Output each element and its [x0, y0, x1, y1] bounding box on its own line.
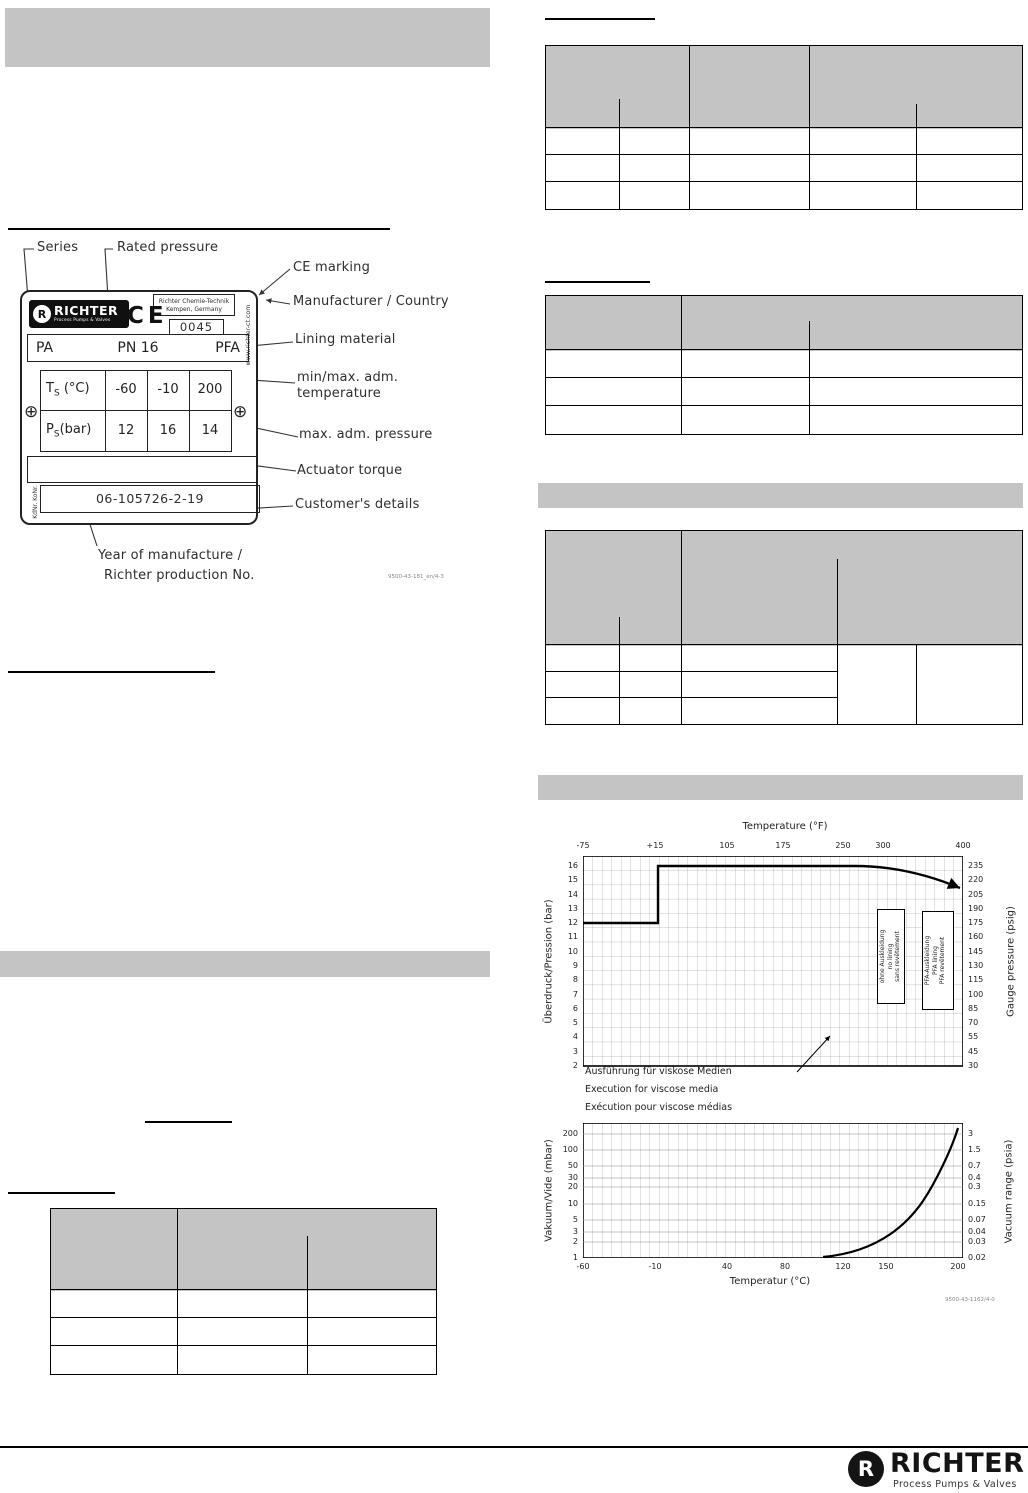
- section-bar-right-1: [538, 483, 1023, 508]
- no-lining-line2: no lining: [886, 943, 894, 970]
- section-bar-right-2: [538, 775, 1023, 800]
- section-underline-left-2: [8, 671, 215, 673]
- tick-label: 10: [567, 947, 578, 956]
- leader-manufacturer: [266, 300, 290, 304]
- tick-label: 80: [779, 1262, 791, 1271]
- tick-label: 7: [572, 990, 578, 999]
- section-underline-left-3: [145, 1121, 232, 1123]
- grid-line: [546, 181, 1022, 182]
- tick-label: 3: [572, 1047, 578, 1056]
- tick-label: 0.15: [968, 1199, 986, 1208]
- title-block: [5, 8, 490, 67]
- pressure-symbol: P: [46, 422, 54, 437]
- pressure-2: 16: [159, 423, 177, 438]
- ce-mark-icon: CE: [127, 303, 168, 329]
- tick-label: 0.7: [968, 1161, 981, 1170]
- footer-brand-subtitle: Process Pumps & Valves: [893, 1479, 1017, 1490]
- spec-table-4-header: [51, 1209, 436, 1291]
- tick-label: 105: [719, 841, 735, 850]
- kdnr-vertical-text: KdNr. KoNr.: [32, 485, 39, 519]
- tick-label: 30: [968, 1061, 979, 1070]
- temp-mid: -10: [157, 382, 179, 397]
- tick-label: 115: [968, 975, 984, 984]
- tick-label: 205: [968, 890, 984, 899]
- tick-label: 15: [567, 875, 578, 884]
- spec-table-4: [50, 1208, 437, 1375]
- grid-line: [546, 154, 1022, 155]
- nameplate: [20, 290, 258, 525]
- tick-label: 100: [562, 1145, 578, 1154]
- website-vertical-text: www.richter-ct.com: [245, 304, 252, 366]
- richter-logo: [29, 300, 129, 328]
- tick-label: 14: [567, 890, 578, 899]
- temp-unit: (°C): [63, 381, 90, 396]
- pressure-1: 12: [117, 423, 135, 438]
- chart1-frame: [583, 856, 963, 1066]
- tick-label: 55: [968, 1032, 979, 1041]
- grid-line: [916, 644, 917, 724]
- tick-label: 220: [968, 875, 984, 884]
- grid-line: [546, 644, 1022, 645]
- tick-label: 150: [878, 1262, 894, 1271]
- label-manufacturer: Manufacturer / Country: [293, 294, 449, 309]
- grid-line: [41, 410, 231, 411]
- tick-label: 100: [968, 990, 984, 999]
- tick-label: 0.02: [968, 1253, 986, 1262]
- tick-label: 400: [955, 841, 971, 850]
- label-max-pressure: max. adm. pressure: [299, 427, 433, 442]
- grid-line: [809, 321, 810, 434]
- pfa-lining-line2: PFA lining: [931, 946, 939, 975]
- spec-table-2: [545, 295, 1023, 435]
- manufacturer-line1: Richter Chemie-Technik: [158, 298, 230, 305]
- chart1-left-axis-title: Überdruck/Pression (bar): [543, 899, 555, 1024]
- chart2-right-axis-title: Vacuum range (psia): [1003, 1139, 1015, 1244]
- tick-label: 200: [950, 1262, 966, 1271]
- tick-label: 130: [968, 961, 984, 970]
- tick-label: 145: [968, 947, 984, 956]
- order-number-box: 06-105726-2-19: [40, 485, 260, 513]
- richter-logo-icon: R: [33, 305, 51, 323]
- tick-label: 175: [968, 918, 984, 927]
- temp-subscript: S: [53, 388, 60, 399]
- pfa-lining-label: [924, 913, 954, 1008]
- pfa-lining-label-box: [922, 911, 954, 1010]
- chart2-left-axis-title: Vakuum/Vide (mbar): [543, 1139, 555, 1242]
- label-year-1: Year of manufacture /: [98, 548, 243, 563]
- grid-line: [681, 531, 682, 724]
- tick-label: 235: [968, 861, 984, 870]
- chart1-caption-en: Execution for viscose media: [585, 1084, 719, 1095]
- tick-label: 13: [567, 904, 578, 913]
- label-min-max-temp-2: temperature: [297, 386, 381, 401]
- temp-pressure-table: [40, 370, 232, 452]
- temp-symbol: T: [46, 381, 54, 396]
- tick-label: 12: [567, 918, 578, 927]
- tick-label: 160: [968, 932, 984, 941]
- tick-label: 6: [572, 1004, 578, 1013]
- tick-label: 20: [567, 1182, 578, 1191]
- spec-table-2-header: [546, 296, 1022, 351]
- notified-body-number: 0045: [169, 319, 224, 335]
- footer-rule: [0, 1446, 1028, 1448]
- tick-label: 250: [835, 841, 851, 850]
- no-lining-line3: sans revêtement: [894, 931, 901, 982]
- figure-code: 9500-43-181_en/4-3: [388, 574, 444, 580]
- tick-label: 200: [562, 1129, 578, 1138]
- tick-label: -60: [576, 1262, 590, 1271]
- pressure-subscript: S: [53, 429, 60, 440]
- grid-line: [177, 1209, 178, 1374]
- manufacturer-line2: Kempen, Germany: [166, 305, 222, 313]
- tick-label: 120: [835, 1262, 851, 1271]
- spec-table-1-header: [546, 46, 1022, 129]
- spec-table-3-header: [546, 531, 1022, 646]
- grid-line: [546, 377, 1022, 378]
- tick-label: 0.04: [968, 1227, 986, 1236]
- lining-value: PFA: [215, 340, 240, 356]
- grid-line: [546, 697, 837, 698]
- grid-line: [837, 559, 838, 724]
- tick-label: 50: [567, 1161, 578, 1170]
- grid-line: [546, 405, 1022, 406]
- brand-name: RICHTER: [54, 303, 119, 319]
- vacuum-chart-plot: [583, 1123, 963, 1258]
- temp-min: -60: [115, 382, 137, 397]
- tick-label: 16: [567, 861, 578, 870]
- chart2-frame: [583, 1123, 963, 1258]
- series-row-box: [27, 334, 249, 362]
- label-series: Series: [37, 240, 79, 255]
- grid-line: [546, 671, 837, 672]
- tick-label: 1: [572, 1253, 578, 1262]
- section-bar-left-1: [0, 951, 490, 977]
- tick-label: 0.07: [968, 1215, 986, 1224]
- pressure-chart-plot: [583, 856, 963, 1078]
- figure-code: 9500-43-1162/4-0: [945, 1297, 995, 1303]
- grid-line: [689, 46, 690, 209]
- tick-label: 3: [968, 1129, 974, 1138]
- grid-line: [546, 349, 1022, 350]
- tick-label: -10: [648, 1262, 662, 1271]
- pfa-lining-line3: PFA revêtement: [939, 936, 946, 985]
- no-lining-line1: ohne Auskleidung: [879, 929, 886, 984]
- grid-line: [51, 1345, 436, 1346]
- chart1-right-axis-title: Gauge pressure (psig): [1005, 906, 1017, 1017]
- tick-label: 30: [567, 1173, 578, 1182]
- tick-label: 300: [875, 841, 891, 850]
- footer-brand-name: RICHTER: [890, 1448, 1025, 1479]
- section-underline-right-1: [545, 18, 655, 20]
- tick-label: 0.3: [968, 1182, 981, 1191]
- tick-label: 9: [572, 961, 578, 970]
- label-lining-material: Lining material: [295, 332, 396, 347]
- grid-line: [51, 1317, 436, 1318]
- spec-table-1: [545, 45, 1023, 210]
- label-min-max-temp-1: min/max. adm.: [297, 370, 399, 385]
- section-underline-left-4: [8, 1192, 115, 1194]
- temp-max: 200: [197, 382, 223, 397]
- actuator-torque-box: [27, 456, 257, 483]
- label-actuator-torque: Actuator torque: [297, 463, 403, 478]
- grid-line: [809, 46, 810, 209]
- tick-label: 2: [572, 1237, 578, 1246]
- tick-label: +15: [646, 841, 664, 850]
- tick-label: 45: [968, 1047, 979, 1056]
- label-year-2: Richter production No.: [104, 568, 255, 583]
- grid-line: [916, 104, 917, 209]
- tick-label: 11: [567, 932, 578, 941]
- pfa-lining-line1: PFA-Auskleidung: [924, 935, 931, 986]
- tick-label: 1.5: [968, 1145, 981, 1154]
- tick-label: 40: [721, 1262, 733, 1271]
- brand-subtitle: Process Pumps & Valves: [54, 317, 111, 323]
- series-value: PA: [36, 340, 54, 356]
- pressure-3: 14: [201, 423, 219, 438]
- tick-label: 4: [572, 1032, 578, 1041]
- tick-label: 190: [968, 904, 984, 913]
- temp-row-label: [46, 381, 90, 399]
- spec-table-3: [545, 530, 1023, 725]
- chart1-top-axis-title: Temperature (°F): [742, 821, 828, 832]
- grid-line: [681, 296, 682, 434]
- tick-label: 0.03: [968, 1237, 986, 1246]
- tick-label: 5: [572, 1215, 578, 1224]
- tick-label: 3: [572, 1227, 578, 1236]
- tick-label: 10: [567, 1199, 578, 1208]
- grid-line: [546, 127, 1022, 128]
- label-customers-details: Customer's details: [295, 497, 420, 512]
- tick-label: 8: [572, 975, 578, 984]
- section-underline-right-2: [545, 281, 650, 283]
- grid-line: [619, 99, 620, 209]
- pressure-rating-value: PN 16: [117, 340, 159, 356]
- no-lining-label: [879, 911, 905, 1002]
- leader-ce: [259, 269, 290, 295]
- grid-line: [51, 1289, 436, 1290]
- tick-label: 2: [572, 1061, 578, 1070]
- chart2-bottom-axis-title: Temperatur (°C): [729, 1276, 811, 1287]
- richter-logo-icon: R: [848, 1451, 884, 1487]
- grid-line: [307, 1236, 308, 1374]
- chart1-caption-de: Ausführung für viskose Medien: [585, 1066, 732, 1077]
- grid-line: [619, 617, 620, 724]
- pressure-row-label: [46, 422, 91, 440]
- tick-label: 5: [572, 1018, 578, 1027]
- no-lining-label-box: [877, 909, 905, 1004]
- mounting-hole-icon: ⊕: [24, 402, 39, 422]
- mounting-hole-icon: ⊕: [233, 402, 248, 422]
- tick-label: 70: [968, 1018, 979, 1027]
- label-ce-marking: CE marking: [293, 260, 371, 275]
- tick-label: -75: [576, 841, 590, 850]
- tick-label: 175: [775, 841, 791, 850]
- chart1-caption-fr: Exécution pour viscose médias: [585, 1102, 733, 1113]
- label-rated-pressure: Rated pressure: [117, 240, 219, 255]
- tick-label: 0.4: [968, 1173, 981, 1182]
- pressure-unit: (bar): [59, 422, 92, 437]
- tick-label: 85: [968, 1004, 979, 1013]
